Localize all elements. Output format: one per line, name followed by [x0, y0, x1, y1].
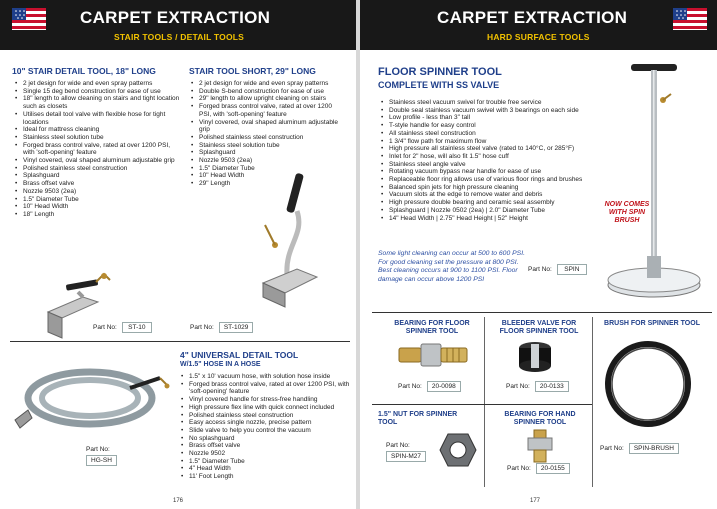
- part-number-value: SPIN-M27: [386, 451, 426, 462]
- feature-item: • Low profile - less than 3" tall: [380, 114, 602, 122]
- column-divider: [484, 317, 485, 487]
- part-number-value: ST-10: [122, 322, 152, 333]
- feature-list: [180, 373, 350, 481]
- left-banner: [0, 0, 356, 50]
- nut-image: [438, 432, 478, 468]
- banner-subtitle: STAIR TOOLS / DETAIL TOOLS: [114, 32, 245, 42]
- part-number: Part No: SPIN-M27: [386, 442, 426, 462]
- feature-item: • Single 15 deg bend construction for ease of use: [14, 88, 182, 96]
- part-number: Part No: 20-0133: [506, 381, 569, 392]
- product-title: FLOOR SPINNER TOOL: [378, 66, 502, 78]
- feature-item: • Stainless steel angle valve: [380, 161, 602, 169]
- feature-item: • Splashguard | Nozzle 0502 (2ea) | 2.0" Diameter Tube: [380, 207, 602, 215]
- feature-item: • 1.5" x 10' vacuum hose, with solution hose inside: [180, 373, 350, 381]
- part-number-value: 20-0133: [535, 381, 569, 392]
- feature-item: • 1.5" Diameter Tube: [14, 196, 182, 204]
- column-divider: [592, 317, 593, 487]
- feature-item: • Stainless steel solution tube: [190, 142, 340, 150]
- part-number: Part No: 20-0155: [507, 463, 570, 474]
- page-number: 176: [173, 498, 184, 504]
- feature-item: • Balanced spin jets for high pressure cleaning: [380, 184, 602, 192]
- feature-item: • 4" Head Width: [180, 465, 350, 473]
- feature-item: • Stainless steel solution tube: [14, 134, 182, 142]
- product-title: 10" STAIR DETAIL TOOL, 18" LONG: [12, 66, 156, 76]
- feature-item: • 10" Head Width: [14, 203, 182, 211]
- feature-item: • 2 jet design for wide and even spray patterns: [14, 80, 182, 88]
- feature-item: • Double S-bend construction for ease of use: [190, 88, 340, 96]
- floor-spinner-tool-image: [605, 60, 710, 308]
- part-number: Part No: ST-10: [93, 322, 152, 333]
- hand-bearing-image: [520, 430, 560, 464]
- part-number: Part No: ST-1029: [190, 322, 253, 333]
- left-page: [0, 0, 356, 509]
- banner-subtitle: HARD SURFACE TOOLS: [487, 32, 590, 42]
- part-number-value: HG-SH: [86, 455, 117, 466]
- feature-item: • Brass offset valve: [180, 442, 350, 450]
- feature-item: • All stainless steel construction: [380, 130, 602, 138]
- feature-item: • 10" Head Width: [190, 172, 340, 180]
- feature-item: • Polished stainless steel construction: [190, 134, 340, 142]
- feature-list: [14, 80, 182, 219]
- feature-item: • 11' Foot Length: [180, 473, 350, 481]
- feature-item: • Splashguard: [190, 149, 340, 157]
- part-number-value: 20-0155: [536, 463, 570, 474]
- new-feature-note: NOW COMES WITH SPIN BRUSH: [604, 201, 650, 224]
- banner-title: CARPET EXTRACTION: [437, 8, 628, 27]
- part-title: 1.5" NUT FOR SPINNER TOOL: [378, 411, 458, 426]
- feature-item: • Inlet for 2" hose, will also fit 1.5" hose cuff: [380, 153, 602, 161]
- feature-item: • Forged brass control valve, rated at over 1200 PSI, with 'soft-opening' feature: [14, 142, 182, 157]
- feature-item: • 1.5" Diameter Tube: [180, 458, 350, 466]
- feature-item: • 18" length to allow cleaning on stairs and tight location such as closets: [14, 95, 182, 110]
- part-number: Part No: SPIN: [528, 264, 587, 275]
- spin-brush-image: [604, 340, 692, 428]
- feature-item: • Double seal stainless vacuum swivel with 3 bearings on each side: [380, 107, 602, 115]
- part-number: Part No: 20-0098: [398, 381, 461, 392]
- feature-item: • Polished stainless steel construction: [14, 165, 182, 173]
- part-number: Part No: SPIN-BRUSH: [600, 443, 679, 454]
- product-title: STAIR TOOL SHORT, 29" LONG: [189, 66, 316, 76]
- feature-item: • Forged brass control valve, rated at over 1200 PSI, with 'soft-opening' feature: [190, 103, 340, 118]
- feature-item: • Vacuum slots at the edge to remove water and debris: [380, 191, 602, 199]
- universal-detail-tool-image: [10, 358, 175, 448]
- us-flag-icon: [673, 8, 707, 34]
- feature-item: • Splashguard: [14, 172, 182, 180]
- us-flag-icon: [12, 8, 46, 34]
- feature-item: • Utilises detail tool valve with flexible hose for tight locations: [14, 111, 182, 126]
- feature-item: • 18" Length: [14, 211, 182, 219]
- right-page: [360, 0, 717, 509]
- part-number-value: SPIN-BRUSH: [629, 443, 679, 454]
- feature-item: • T-style handle for easy control: [380, 122, 602, 130]
- feature-item: • Vinyl covered, oval shaped aluminum adjustable grip: [14, 157, 182, 165]
- feature-item: • Nozzle 9503 (2ea): [190, 157, 340, 165]
- feature-item: • 29" length to allow upright cleaning on stairs: [190, 95, 340, 103]
- feature-item: • 1 3/4" flow path for maximum flow: [380, 138, 602, 146]
- feature-item: • High pressure all stainless steel valve (rated to 140°C, or 285°F): [380, 145, 602, 153]
- feature-item: • Polished stainless steel construction: [180, 412, 350, 420]
- feature-item: • High pressure flex line with quick connect included: [180, 404, 350, 412]
- part-number-value: SPIN: [557, 264, 587, 275]
- feature-item: • Replaceable floor ring allows use of various floor rings and brushes: [380, 176, 602, 184]
- part-title: BLEEDER VALVE FOR FLOOR SPINNER TOOL: [499, 320, 579, 335]
- feature-item: • Vinyl covered handle for stress-free handling: [180, 396, 350, 404]
- feature-item: • Nozzle 9503 (2ea): [14, 188, 182, 196]
- feature-item: • Forged brass control valve, rated at over 1200 PSI, with 'soft-opening' feature: [180, 381, 350, 396]
- feature-item: • 1.5" Diameter Tube: [190, 165, 340, 173]
- feature-item: • 29" Length: [190, 180, 340, 188]
- feature-item: • Slide valve to help you control the vacuum: [180, 427, 350, 435]
- pressure-note: Some light cleaning can occur at 500 to 600 PSI. For good cleaning set the pressure at 800 PSI. Best cleaning occurs at 900 to 1100 PSI. Floor damage can occur above 1200 PSI: [378, 250, 525, 283]
- part-number: Part No: HG-SH: [86, 446, 117, 466]
- feature-item: • High pressure double bearing and ceramic seal assembly: [380, 199, 602, 207]
- feature-item: • 2 jet design for wide and even spray patterns: [190, 80, 340, 88]
- product-subtitle: COMPLETE WITH SS VALVE: [378, 80, 500, 90]
- feature-item: • Vinyl covered, oval shaped aluminum adjustable grip: [190, 119, 340, 134]
- section-divider: [10, 341, 350, 342]
- product-title: 4" UNIVERSAL DETAIL TOOL: [180, 350, 299, 360]
- feature-item: • 14" Head Width | 2.75" Head Height | 52" Height: [380, 215, 602, 223]
- product-subtitle: W/1.5" HOSE IN A HOSE: [180, 361, 261, 368]
- part-title: BEARING FOR HAND SPINNER TOOL: [504, 411, 576, 426]
- feature-list: [380, 99, 602, 222]
- right-banner: [360, 0, 717, 50]
- feature-item: • Rotating vacuum bypass near handle for ease of use: [380, 168, 602, 176]
- feature-item: • No splashguard: [180, 435, 350, 443]
- page-number: 177: [530, 498, 541, 504]
- feature-item: • Stainless steel vacuum swivel for trouble free service: [380, 99, 602, 107]
- bleeder-valve-image: [515, 338, 555, 374]
- bearing-image: [395, 340, 475, 370]
- feature-item: • Easy access single nozzle, precise pattern: [180, 419, 350, 427]
- section-divider: [372, 404, 592, 405]
- part-title: BRUSH FOR SPINNER TOOL: [604, 320, 700, 327]
- stair-tool-short-image: [245, 165, 335, 315]
- feature-item: • Ideal for mattress cleaning: [14, 126, 182, 134]
- part-number-value: 20-0098: [427, 381, 461, 392]
- section-divider: [372, 312, 712, 313]
- part-number-value: ST-1029: [219, 322, 254, 333]
- part-title: BEARING FOR FLOOR SPINNER TOOL: [394, 320, 470, 335]
- banner-title: CARPET EXTRACTION: [80, 8, 271, 27]
- feature-item: • Brass offset valve: [14, 180, 182, 188]
- feature-item: • Nozzle 9502: [180, 450, 350, 458]
